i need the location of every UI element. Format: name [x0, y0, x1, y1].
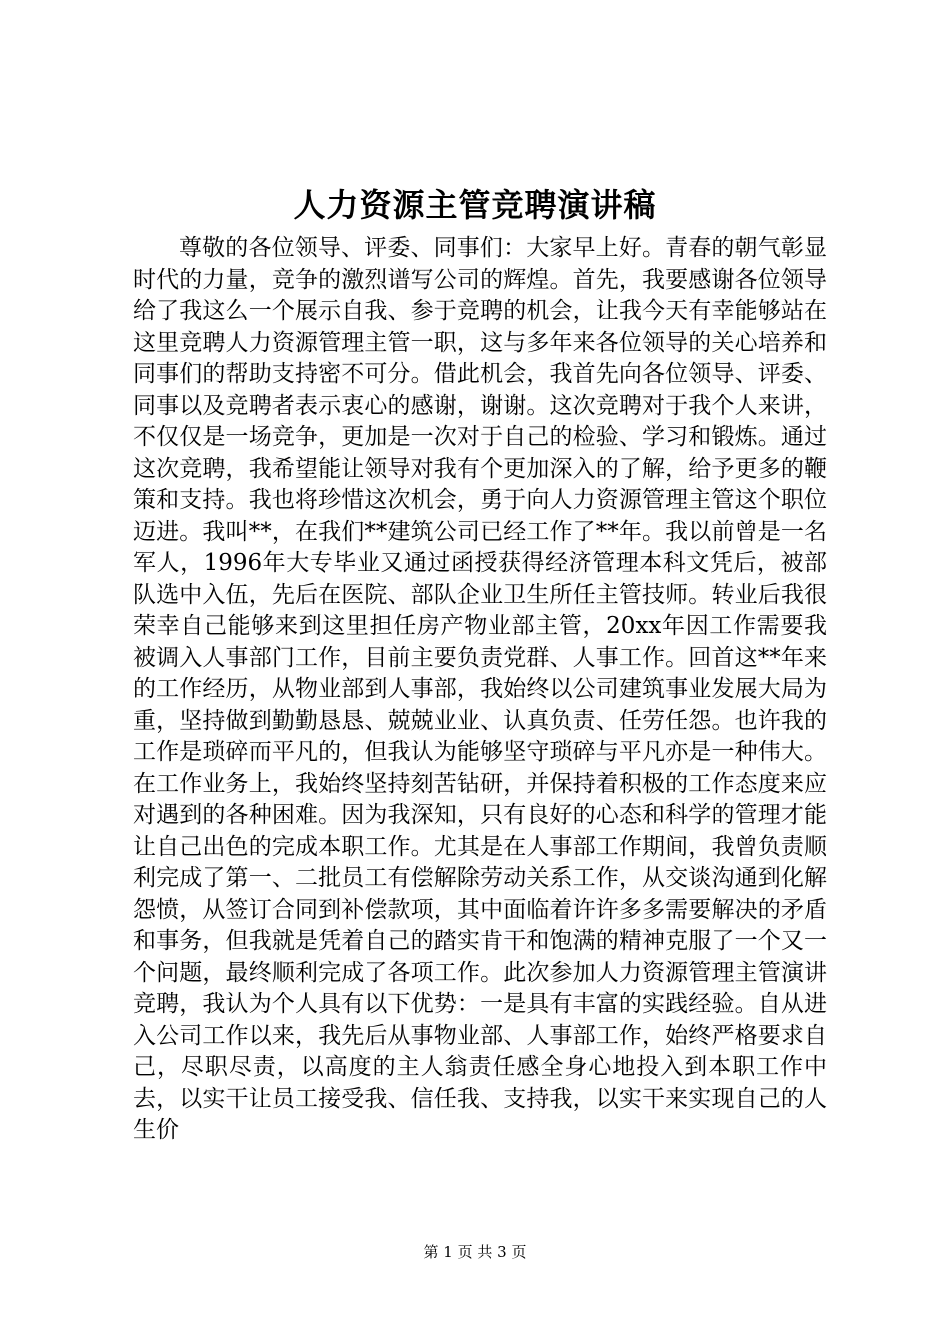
document-body: 尊敬的各位领导、评委、同事们：大家早上好。青春的朝气彰显时代的力量，竞争的激烈谱写公司的辉煌。首先，我要感谢各位领导给了我这么一个展示自我、参于竞聘的机会，让我今天有幸能够站在这里竞聘人力资源管理主管一职，这与多年来各位领导的关心培养和同事们的帮助支持密不可分。借此机会，我首先向各位领导、评委、同事以及竞聘者表示衷心的感谢，谢谢。这次竞聘对于我个人来讲，不仅仅是一场竞争，更加是一次对于自己的检验、学习和锻炼。通过这次竞聘，我希望能让领导对我有个更加深入的了解，给予更多的鞭策和支持。我也将珍惜这次机会，勇于向人力资源管理主管这个职位迈进。我叫**，在我们**建筑公司已经工作了**年。我以前曾是一名军人，1996年大专毕业又通过函授获得经济管理本科文凭后，被部队选中入伍，先后在医院、部队企业卫生所任主管技师。转业后我很荣幸自己能够来到这里担任房产物业部主管，20xx年因工作需要我被调入人事部门工作，目前主要负责党群、人事工作。回首这**年来的工作经历，从物业部到人事部，我始终以公司建筑事业发展大局为重，坚持做到勤勤恳恳、兢兢业业、认真负责、任劳任怨。也许我的工作是琐碎而平凡的，但我认为能够坚守琐碎与平凡亦是一种伟大。在工作业务上，我始终坚持刻苦钻研，并保持着积极的工作态度来应对遇到的各种困难。因为我深知，只有良好的心态和科学的管理才能让自己出色的完成本职工作。尤其是在人事部工作期间，我曾负责顺利完成了第一、二批员工有偿解除劳动关系工作，从交谈沟通到化解怨愤，从签订合同到补偿款项，其中面临着许许多多需要解决的矛盾和事务，但我就是凭着自己的踏实肯干和饱满的精神克服了一个又一个问题，最终顺利完成了各项工作。此次参加人力资源管理主管演讲竞聘，我认为个人具有以下优势：一是具有丰富的实践经验。自从进入公司工作以来，我先后从事物业部、人事部工作，始终严格要求自己，尽职尽责，以高度的主人翁责任感全身心地投入到本职工作中去，以实干让员工接受我、信任我、支持我，以实干来实现自己的人生价: [133, 235, 827, 1143]
document-title: 人力资源主管竞聘演讲稿: [293, 186, 657, 224]
page-number-footer: 第 1 页 共 3 页: [423, 1243, 527, 1261]
